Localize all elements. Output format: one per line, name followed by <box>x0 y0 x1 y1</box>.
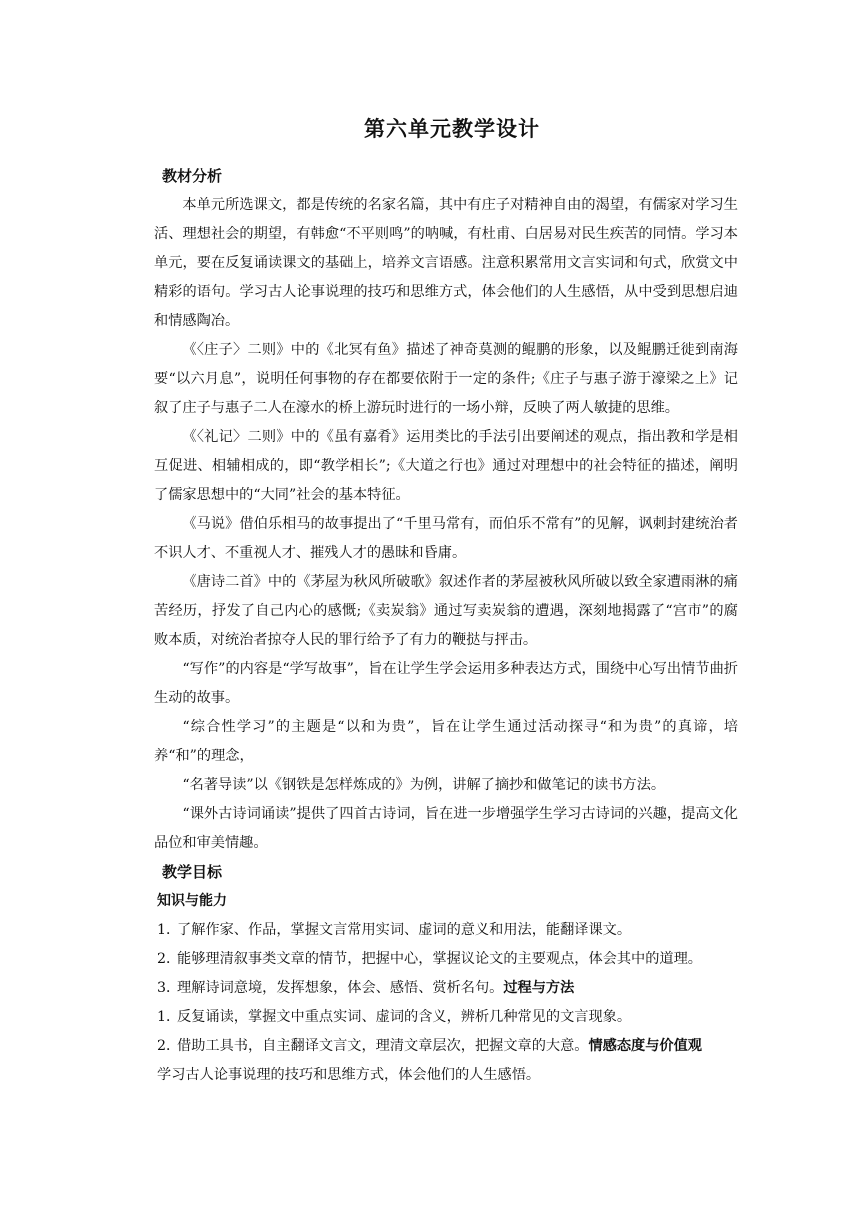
list-item <box>157 1032 738 1061</box>
paragraph-writing: “写作”的内容是“学写故事”，旨在让学生学会运用多种表达方式，围绕中心写出情节曲折生动的故事。 <box>154 661 738 706</box>
list-item <box>157 974 738 1003</box>
list-item-number: 2． <box>157 951 181 967</box>
paragraph-comprehensive-study: “综合性学习”的主题是“以和为贵”，旨在让学生通过活动探寻“和为贵”的真谛，培养“和”的理念， <box>154 719 738 764</box>
subheading-knowledge-ability: 知识与能力 <box>157 893 227 909</box>
list-item <box>157 945 738 974</box>
list-item <box>157 916 738 945</box>
list-item-number: 2． <box>157 1038 181 1054</box>
document-title: 第六单元教学设计 <box>364 117 540 141</box>
list-item-text: 理解诗词意境，发挥想象，体会、感悟、赏析名句。 <box>177 980 504 996</box>
paragraph-classic-reading: “名著导读”以《钢铁是怎样炼成的》为例，讲解了摘抄和做笔记的读书方法。 <box>182 777 666 793</box>
paragraph-liji: 《〈礼记〉二则》中的《虽有嘉肴》运用类比的手法引出要阐述的观点，指出教和学是相互促进、相辅相成的，即“教学相长”;《大道之行也》通过对理想中的社会特征的描述，阐明了儒家思想中的“大同”社会的基本特征。 <box>154 429 738 503</box>
section-heading-materials: 教材分析 <box>162 167 223 185</box>
subheading-process-method: 过程与方法 <box>503 980 575 996</box>
paragraph-unit-overview: 本单元所选课文，都是传统的名家名篇，其中有庄子对精神自由的渴望，有儒家对学习生活、理想社会的期望，有韩愈“不平则鸣”的呐喊，有杜甫、白居易对民生疾苦的同情。学习本单元，要在反复诵读课文的基础上，培养文言语感。注意积累常用文言实词和句式，欣赏文中精彩的语句。学习古人论事说理的技巧和思维方式，体会他们的人生感悟，从中受到思想启迪和情感陶冶。 <box>154 197 738 329</box>
section-heading-objectives: 教学目标 <box>162 863 223 881</box>
list-item-number: 1． <box>157 1009 181 1025</box>
paragraph-extracurricular-poems: “课外古诗词诵读”提供了四首古诗词，旨在进一步增强学生学习古诗词的兴趣，提高文化品位和审美情趣。 <box>154 806 738 851</box>
list-item-text: 借助工具书，自主翻译文言文，理清文章层次，把握文章的大意。 <box>177 1038 589 1054</box>
list-item <box>157 1003 738 1032</box>
document-body <box>154 162 738 1090</box>
paragraph-emotion-values: 学习古人论事说理的技巧和思维方式，体会他们的人生感悟。 <box>157 1067 541 1083</box>
list-item-text: 了解作家、作品，掌握文言常用实词、虚词的意义和用法，能翻译课文。 <box>177 922 632 938</box>
list-item-text: 反复诵读，掌握文中重点实词、虚词的含义，辨析几种常见的文言现象。 <box>177 1009 632 1025</box>
paragraph-mashuo: 《马说》借伯乐相马的故事提出了“千里马常有，而伯乐不常有”的见解，讽刺封建统治者不识人才、不重视人才、摧残人才的愚昧和昏庸。 <box>154 516 738 561</box>
paragraph-zhuangzi: 《〈庄子〉二则》中的《北冥有鱼》描述了神奇莫测的鲲鹏的形象，以及鲲鹏迁徙到南海要“以六月息”，说明任何事物的存在都要依附于一定的条件;《庄子与惠子游于濠梁之上》记叙了庄子与惠子二人在濠水的桥上游玩时进行的一场小辩，反映了两人敏捷的思维。 <box>154 342 738 416</box>
list-item-number: 3． <box>157 980 181 996</box>
list-item-number: 1． <box>157 922 181 938</box>
list-item-text: 能够理清叙事类文章的情节，把握中心，掌握议论文的主要观点，体会其中的道理。 <box>177 951 702 967</box>
subheading-emotion-values: 情感态度与价值观 <box>588 1038 702 1054</box>
paragraph-tang-poems: 《唐诗二首》中的《茅屋为秋风所破歌》叙述作者的茅屋被秋风所破以致全家遭雨淋的痛苦经历，抒发了自己内心的感慨;《卖炭翁》通过写卖炭翁的遭遇，深刻地揭露了“宫市”的腐败本质，对统治者掠夺人民的罪行给予了有力的鞭挞与抨击。 <box>154 574 738 648</box>
